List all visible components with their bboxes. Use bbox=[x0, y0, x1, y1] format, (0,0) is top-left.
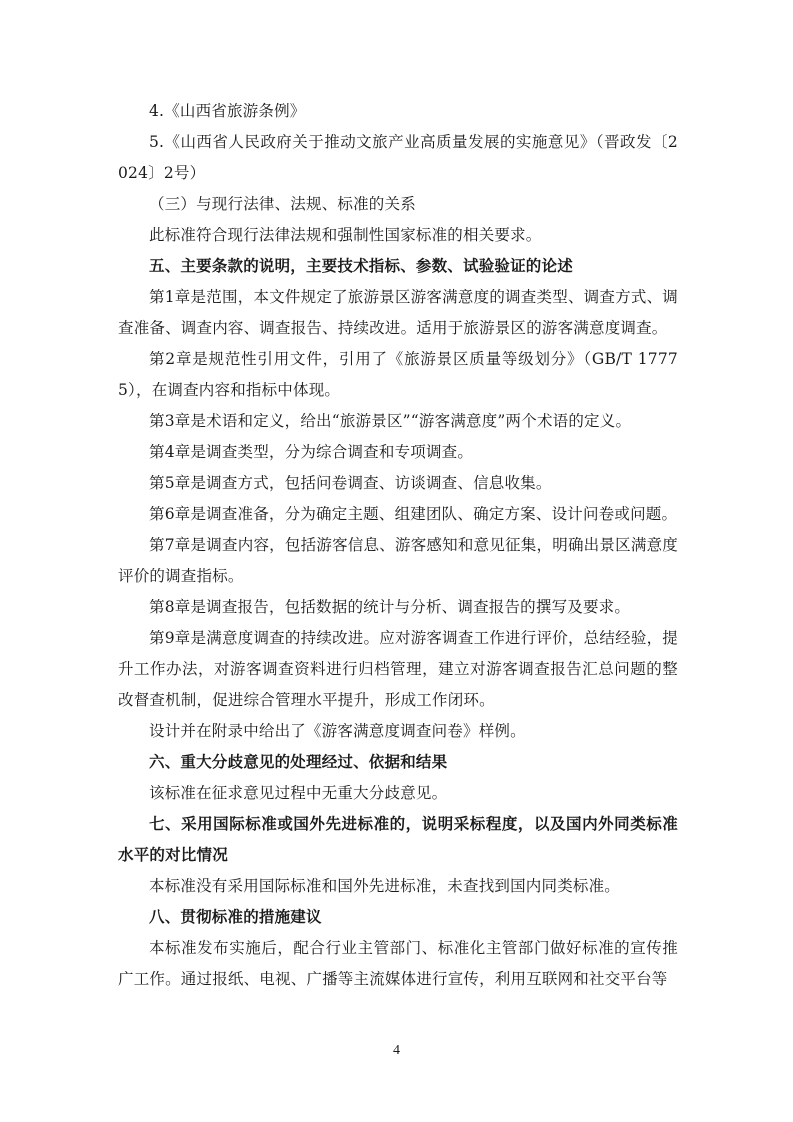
paragraph-appendix: 设计并在附录中给出了《游客满意度调查问卷》样例。 bbox=[149, 722, 526, 740]
paragraph-ref-5: 5.《山西省人民政府关于推动文旅产业高质量发展的实施意见》（晋政发〔2024〕2号） bbox=[118, 133, 678, 182]
paragraph-ref-4: 4.《山西省旅游条例》 bbox=[149, 102, 306, 120]
paragraph-chapter-2: 第2章是规范性引用文件，引用了《旅游景区质量等级划分》（GB/T 17775），在调查内容和指标中体现。 bbox=[118, 350, 678, 399]
paragraph-no-disagreement: 该标准在征求意见过程中无重大分歧意见。 bbox=[149, 784, 448, 802]
paragraph-chapter-3: 第3章是术语和定义，给出“旅游景区”“游客满意度”两个术语的定义。 bbox=[149, 412, 632, 430]
paragraph-chapter-5: 第5章是调查方式，包括问卷调查、访谈调查、信息收集。 bbox=[149, 474, 552, 492]
heading-section-8: 八、贯彻标准的措施建议 bbox=[149, 908, 322, 926]
heading-section-6: 六、重大分歧意见的处理经过、依据和结果 bbox=[149, 753, 448, 771]
paragraph-chapter-1: 第1章是范围，本文件规定了旅游景区游客满意度的调查类型、调查方式、调查准备、调查内容、调查报告、持续改进。适用于旅游景区的游客满意度调查。 bbox=[118, 288, 678, 337]
heading-section-5: 五、主要条款的说明，主要技术指标、参数、试验验证的论述 bbox=[149, 257, 573, 275]
paragraph-no-international: 本标准没有采用国际标准和国外先进标准，未查找到国内同类标准。 bbox=[149, 877, 621, 895]
paragraph-implementation: 本标准发布实施后，配合行业主管部门、标准化主管部门做好标准的宣传推广工作。通过报纸、电视、广播等主流媒体进行宣传，利用互联网和社交平台等 bbox=[118, 939, 678, 988]
paragraph-chapter-6: 第6章是调查准备，分为确定主题、组建团队、确定方案、设计问卷或问题。 bbox=[149, 505, 678, 523]
paragraph-chapter-8: 第8章是调查报告，包括数据的统计与分析、调查报告的撰写及要求。 bbox=[149, 598, 631, 616]
heading-section-7: 七、采用国际标准或国外先进标准的，说明采标程度，以及国内外同类标准水平的对比情况 bbox=[118, 815, 678, 864]
body-text bbox=[118, 96, 678, 995]
page-number: 4 bbox=[393, 1043, 400, 1058]
paragraph-chapter-7: 第7章是调查内容，包括游客信息、游客感知和意见征集，明确出景区满意度评价的调查指标。 bbox=[118, 536, 678, 585]
subheading-relation: （三）与现行法律、法规、标准的关系 bbox=[149, 195, 416, 213]
paragraph-chapter-4: 第4章是调查类型，分为综合调查和专项调查。 bbox=[149, 443, 474, 461]
paragraph-compliance: 此标准符合现行法律法规和强制性国家标准的相关要求。 bbox=[149, 226, 542, 244]
paragraph-chapter-9: 第9章是满意度调查的持续改进。应对游客调查工作进行评价，总结经验，提升工作办法，对游客调查资料进行归档管理，建立对游客调查报告汇总问题的整改督查机制，促进综合管理水平提升，形成工作闭环。 bbox=[118, 629, 678, 709]
